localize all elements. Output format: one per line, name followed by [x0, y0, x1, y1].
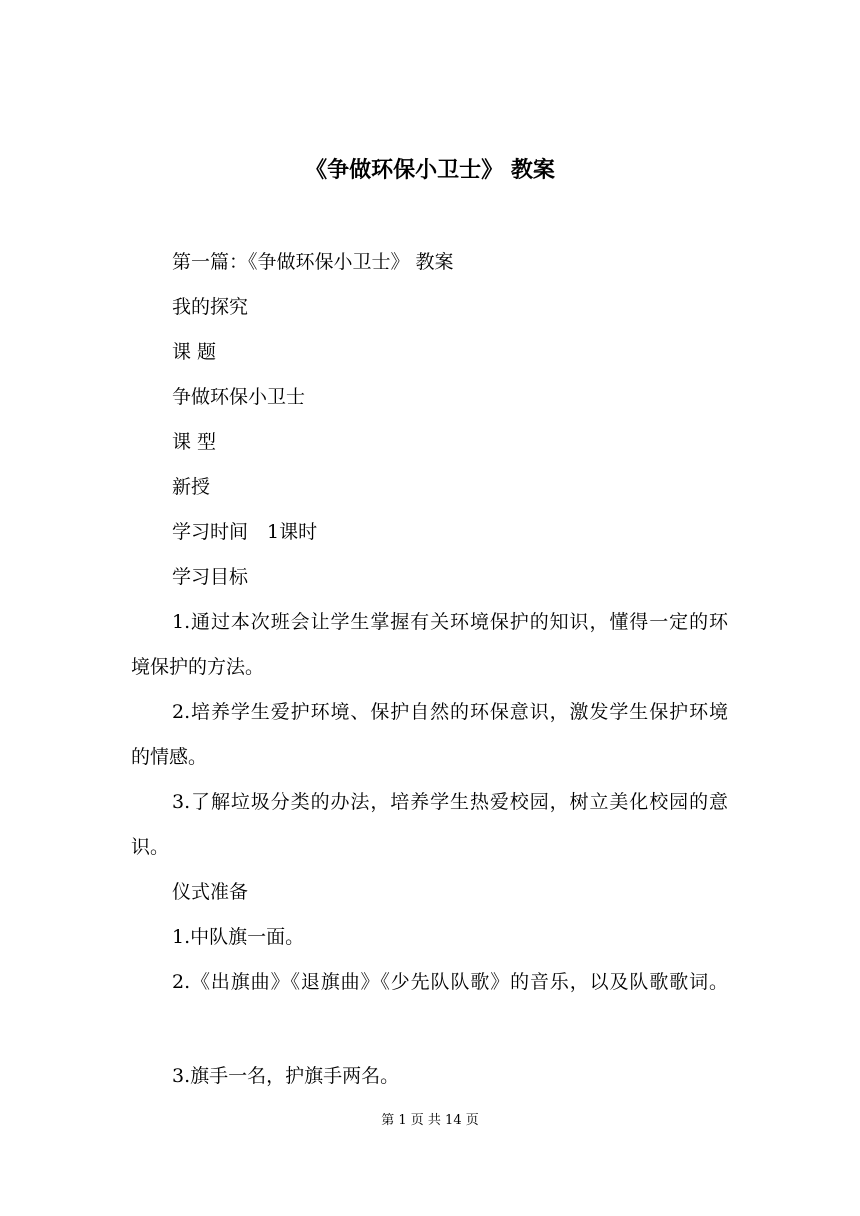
paragraph-line: 识。 — [131, 836, 170, 858]
paragraph-line: 1.中队旗一面。 — [172, 926, 305, 948]
page-number-footer: 第 1 页 共 14 页 — [381, 1113, 479, 1128]
paragraph-line: 学习时间 1课时 — [172, 521, 318, 543]
paragraph-line: 学习目标 — [172, 566, 249, 588]
paragraph-line: 仪式准备 — [172, 881, 249, 903]
paragraph-line: 2.培养学生爱护环境、保护自然的环保意识，激发学生保护环境 — [172, 701, 728, 723]
paragraph-line: 课 题 — [172, 341, 217, 363]
paragraph-line: 的情感。 — [131, 746, 208, 768]
paragraph-heading: 第一篇：《争做环保小卫士》 教案 — [172, 251, 454, 273]
paragraph-line: 2.《出旗曲》《退旗曲》《少先队队歌》的音乐，以及队歌歌词。 — [172, 971, 728, 993]
paragraph-line: 境保护的方法。 — [131, 656, 265, 678]
paragraph-line: 3.旗手一名，护旗手两名。 — [172, 1065, 400, 1087]
paragraph-line: 我的探究 — [172, 296, 249, 318]
document-title: 《争做环保小卫士》 教案 — [305, 158, 555, 183]
paragraph-line: 3.了解垃圾分类的办法，培养学生热爱校园，树立美化校园的意 — [172, 791, 728, 813]
paragraph-line: 争做环保小卫士 — [172, 386, 306, 408]
paragraph-line: 1.通过本次班会让学生掌握有关环境保护的知识，懂得一定的环 — [172, 611, 728, 633]
paragraph-line: 新授 — [172, 476, 211, 498]
paragraph-line: 课 型 — [172, 431, 217, 453]
